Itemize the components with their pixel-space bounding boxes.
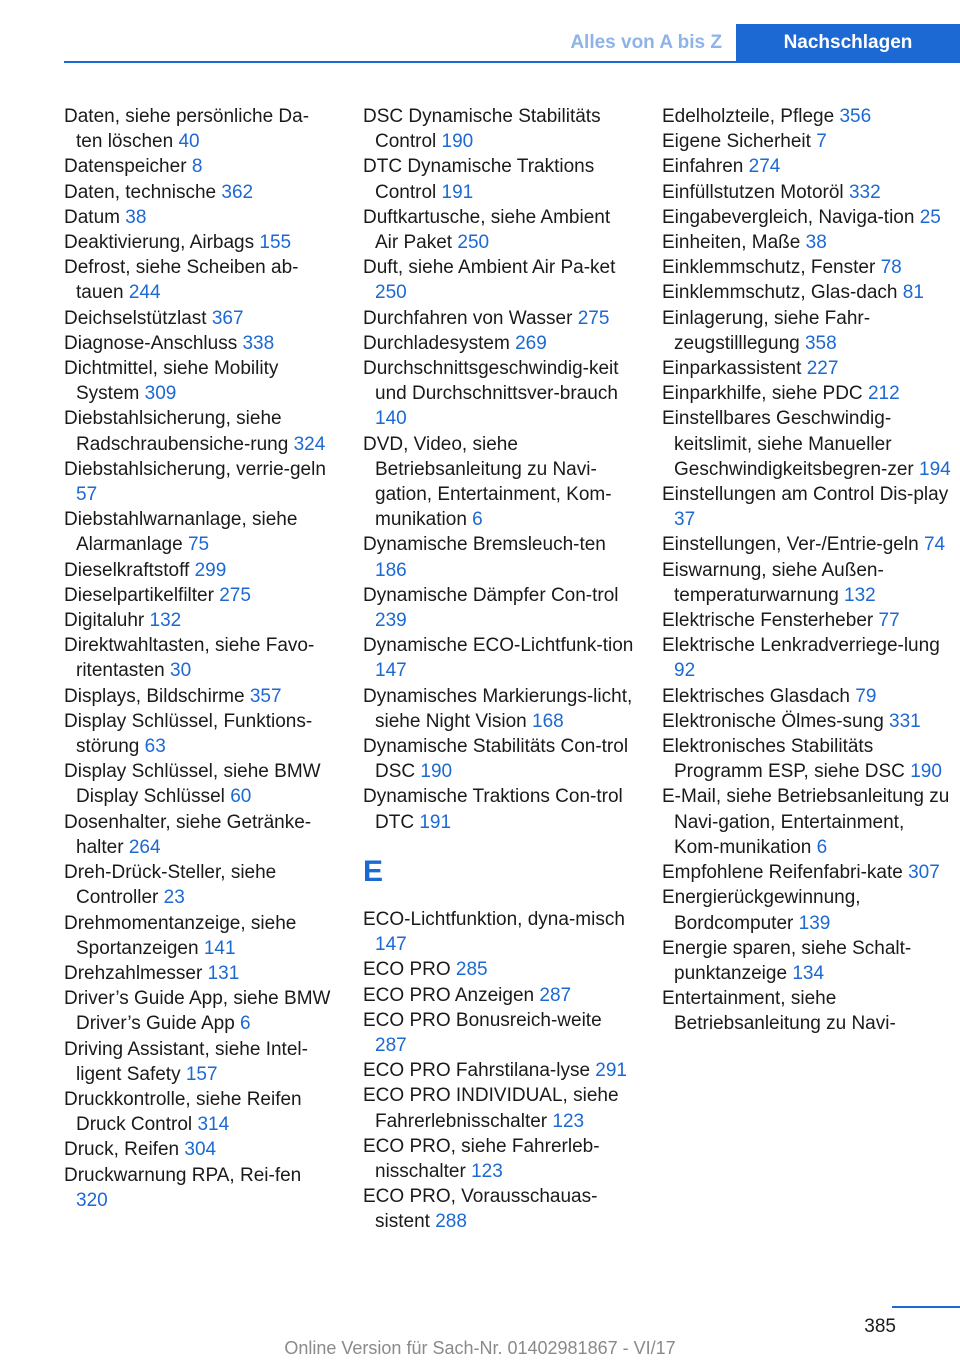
page-number: 385 xyxy=(864,1316,896,1337)
page-link[interactable]: 147 xyxy=(375,660,407,682)
page-link[interactable]: 269 xyxy=(515,332,547,354)
index-entry-text: Energierückgewinnung, Bordcomputer xyxy=(662,887,861,934)
index-entry xyxy=(662,784,952,860)
index-entry-text: Einklemmschutz, Glas-dach xyxy=(662,282,898,304)
index-entry xyxy=(662,255,952,280)
index-entry xyxy=(64,608,334,633)
index-entry xyxy=(662,532,952,557)
index-entry xyxy=(64,911,334,961)
footer-rule xyxy=(892,1306,960,1308)
index-entry xyxy=(64,230,334,255)
index-entry-text: Driving Assistant, siehe Intel-ligent Safety xyxy=(64,1038,308,1085)
index-entry xyxy=(662,860,952,885)
index-entry-text: Daten, technische xyxy=(64,181,217,203)
index-entry-text: Einstellungen am Control Dis-play xyxy=(662,484,949,506)
page-link[interactable]: 8 xyxy=(191,156,203,178)
index-entry xyxy=(64,507,334,557)
index-list-d xyxy=(363,104,637,835)
index-entry-text: Deichselstützlast xyxy=(64,307,207,329)
page-link[interactable]: 190 xyxy=(441,131,474,153)
index-entry xyxy=(64,860,334,910)
index-entry xyxy=(64,558,334,583)
index-list-e xyxy=(363,907,637,1235)
index-entry xyxy=(363,907,637,957)
page-link[interactable]: 250 xyxy=(375,282,407,304)
index-entry-text: Einheiten, Maße xyxy=(662,232,801,254)
index-entry-text: ECO PRO Bonusreich-weite xyxy=(363,1009,602,1031)
page-link[interactable]: 331 xyxy=(889,710,921,732)
index-entry-text: Direktwahltasten, siehe Favo-ritentasten xyxy=(64,635,315,682)
index-entry xyxy=(64,255,334,305)
index-entry xyxy=(662,885,952,935)
index-entry-text: Elektronische Ölmes-sung xyxy=(662,710,884,732)
index-entry xyxy=(363,356,637,432)
index-entry xyxy=(662,230,952,255)
index-entry xyxy=(64,1137,334,1162)
index-entry-text: Defrost, siehe Scheiben ab-tauen xyxy=(64,257,299,304)
index-entry-text: Diebstahlsicherung, siehe Radschraubensiche-rung xyxy=(64,408,289,455)
index-entry-text: Dynamische Dämpfer Con-trol xyxy=(363,584,619,606)
page-link[interactable]: 6 xyxy=(816,836,828,858)
index-entry-text: Einlagerung, siehe Fahr-zeugstilllegung xyxy=(662,307,871,354)
index-entry-text: Elektrische Lenkradverriege-lung xyxy=(662,635,940,657)
index-entry xyxy=(363,734,637,784)
page-link[interactable]: 141 xyxy=(203,937,236,959)
index-entry xyxy=(662,734,952,784)
page-link[interactable]: 147 xyxy=(375,934,407,956)
index-entry-text: Diebstahlsicherung, verrie-geln xyxy=(64,458,326,480)
index-entry xyxy=(662,709,952,734)
index-entry xyxy=(64,986,334,1036)
page-link[interactable]: 190 xyxy=(420,761,453,783)
index-entry-text: Dynamische Bremsleuch-ten xyxy=(363,534,606,556)
index-entry-text: Drehmomentanzeige, siehe Sportanzeigen xyxy=(64,912,297,959)
index-entry xyxy=(64,1087,334,1137)
page-link[interactable]: 320 xyxy=(76,1189,108,1211)
index-entry-text: Elektrisches Glasdach xyxy=(662,685,850,707)
index-entry-text: Dosenhalter, siehe Getränke-halter xyxy=(64,811,312,858)
page-link[interactable]: 134 xyxy=(792,962,825,984)
page-link[interactable]: 367 xyxy=(211,307,244,329)
page-link[interactable]: 190 xyxy=(910,761,942,783)
index-entry-text: Durchfahren von Wasser xyxy=(363,307,573,329)
page-link[interactable]: 132 xyxy=(149,610,182,632)
index-entry-text: Entertainment, siehe Betriebsanleitung zu Navi- xyxy=(662,988,896,1035)
index-entry-text: Dynamische Stabilitäts Con-trol DSC xyxy=(363,736,629,783)
index-entry xyxy=(64,180,334,205)
index-entry-text: DSC Dynamische Stabilitäts Control xyxy=(363,106,601,153)
index-entry xyxy=(363,532,637,582)
page-link[interactable]: 168 xyxy=(532,710,564,732)
page-link[interactable]: 25 xyxy=(919,206,941,228)
page-link[interactable]: 186 xyxy=(375,559,407,581)
index-entry xyxy=(64,759,334,809)
index-entry xyxy=(662,936,952,986)
index-entry xyxy=(662,986,952,1036)
index-entry xyxy=(662,180,952,205)
index-entry xyxy=(363,432,637,533)
index-entry-text: Display Schlüssel, siehe BMW Display Schlüssel xyxy=(64,761,321,808)
index-entry xyxy=(363,255,637,305)
page-link[interactable]: 338 xyxy=(242,332,275,354)
index-entry-text: Diebstahlwarnanlage, siehe Alarmanlage xyxy=(64,509,298,556)
page-link[interactable]: 77 xyxy=(878,610,900,632)
footer-version-text: Online Version für Sach-Nr. 01402981867 - VI/17 xyxy=(284,1338,676,1358)
index-entry xyxy=(363,1083,637,1133)
page-link[interactable]: 304 xyxy=(184,1139,217,1161)
index-entry-text: Energie sparen, siehe Schalt-punktanzeige xyxy=(662,937,912,984)
page-link[interactable]: 356 xyxy=(839,106,872,127)
index-entry-text: Empfohlene Reifenfabri-kate xyxy=(662,862,903,884)
page-link[interactable]: 285 xyxy=(455,959,488,981)
index-entry-text: Driver’s Guide App, siehe BMW Driver’s Guide App xyxy=(64,988,331,1035)
page-link[interactable]: 291 xyxy=(595,1060,627,1082)
index-entry xyxy=(662,482,952,532)
page-link[interactable]: 244 xyxy=(128,282,161,304)
index-entry-text: Dynamisches Markierungs-licht, siehe Night Vision xyxy=(363,685,633,732)
index-entry xyxy=(662,104,952,129)
page-link[interactable]: 362 xyxy=(221,181,254,203)
page-link[interactable]: 314 xyxy=(197,1114,230,1136)
page-link[interactable]: 37 xyxy=(674,509,696,531)
page-link[interactable]: 274 xyxy=(748,156,781,178)
index-entry-text: Einklemmschutz, Fenster xyxy=(662,257,876,279)
index-entry-text: E-Mail, siehe Betriebsanleitung zu Navi-gation, Entertainment, Kom-munikation xyxy=(662,786,950,858)
index-entry xyxy=(64,1037,334,1087)
page-link[interactable]: 81 xyxy=(902,282,924,304)
index-entry-text: Einparkhilfe, siehe PDC xyxy=(662,383,863,405)
index-entry-text: Durchladesystem xyxy=(363,332,510,354)
index-entry-text: Druck, Reifen xyxy=(64,1139,180,1161)
index-entry-text: Dynamische Traktions Con-trol DTC xyxy=(363,786,623,833)
index-entry-text: ECO PRO INDIVIDUAL, siehe Fahrerlebnisschalter xyxy=(363,1085,619,1132)
index-entry-text: ECO PRO, Vorausschauas-sistent xyxy=(363,1186,598,1233)
page-link[interactable]: 123 xyxy=(552,1110,585,1132)
index-entry-text: Digitaluhr xyxy=(64,610,145,632)
page-link[interactable]: 38 xyxy=(805,232,827,254)
page-link[interactable]: 78 xyxy=(880,257,902,279)
index-entry xyxy=(64,406,334,456)
index-entry xyxy=(64,457,334,507)
index-entry xyxy=(363,1058,637,1083)
index-entry xyxy=(363,583,637,633)
header-tab-nachschlagen[interactable]: Nachschlagen xyxy=(736,24,960,62)
page-link[interactable]: 324 xyxy=(293,433,326,455)
index-entry xyxy=(363,154,637,204)
index-entry xyxy=(662,280,952,305)
index-entry xyxy=(363,983,637,1008)
index-entry-text: Dichtmittel, siehe Mobility System xyxy=(64,358,279,405)
index-entry-text: Eiswarnung, siehe Außen-temperaturwarnung xyxy=(662,559,884,606)
page-link[interactable]: 287 xyxy=(375,1034,407,1056)
index-entry xyxy=(662,633,952,683)
page-link[interactable]: 157 xyxy=(185,1063,218,1085)
index-entry-text: ECO PRO xyxy=(363,959,451,981)
index-entry-text: Dynamische ECO-Lichtfunk-tion xyxy=(363,635,634,657)
index-entry-text: Daten, siehe persönliche Da-ten löschen xyxy=(64,106,310,153)
index-entry xyxy=(662,205,952,230)
index-entry-text: Duft, siehe Ambient Air Pa-ket xyxy=(363,257,616,279)
index-entry xyxy=(363,205,637,255)
index-entry-text: Datum xyxy=(64,206,120,228)
page-link[interactable]: 307 xyxy=(908,862,940,884)
index-entry-text: Drehzahlmesser xyxy=(64,962,203,984)
page-link[interactable]: 92 xyxy=(674,660,696,682)
index-entry-text: ECO-Lichtfunktion, dyna-misch xyxy=(363,908,625,930)
index-entry xyxy=(64,633,334,683)
index-entry xyxy=(662,608,952,633)
page-link[interactable]: 358 xyxy=(804,332,837,354)
header-section-title: Alles von A bis Z xyxy=(570,32,722,53)
index-entry xyxy=(662,558,952,608)
page-link[interactable]: 132 xyxy=(844,584,876,606)
index-entry xyxy=(363,633,637,683)
page-link[interactable]: 140 xyxy=(375,408,407,430)
index-entry xyxy=(64,709,334,759)
index-entry-text: Einfüllstutzen Motoröl xyxy=(662,181,844,203)
page-link[interactable]: 212 xyxy=(867,383,900,405)
index-entry xyxy=(363,784,637,834)
index-entry-text: Edelholzteile, Pflege xyxy=(662,106,835,127)
index-entry-text: Dreh-Drück-Steller, siehe Controller xyxy=(64,862,277,909)
index-entry xyxy=(64,961,334,986)
index-entry-text: Datenspeicher xyxy=(64,156,187,178)
index-entry xyxy=(662,356,952,381)
page-link[interactable]: 309 xyxy=(144,383,177,405)
index-entry xyxy=(363,1134,637,1184)
index-entry xyxy=(662,381,952,406)
index-entry-text: Einparkassistent xyxy=(662,358,802,380)
page-link[interactable]: 194 xyxy=(919,458,951,480)
index-entry-text: Durchschnittsgeschwindig-keit und Durchschnittsver-brauch xyxy=(363,358,619,405)
index-entry-text: Eingabevergleich, Naviga-tion xyxy=(662,206,915,228)
index-entry xyxy=(64,154,334,179)
index-entry xyxy=(363,684,637,734)
index-entry-text: ECO PRO, siehe Fahrerleb-nisschalter xyxy=(363,1135,600,1182)
page-link[interactable]: 38 xyxy=(125,206,147,228)
page-link[interactable]: 6 xyxy=(240,1013,251,1035)
index-column-2 xyxy=(363,104,637,1235)
index-entry xyxy=(64,331,334,356)
index-entry xyxy=(64,356,334,406)
index-entry-text: Eigene Sicherheit xyxy=(662,131,811,153)
index-entry-text: Elektronisches Stabilitäts Programm ESP, siehe DSC xyxy=(662,736,905,783)
index-entry-text: ECO PRO Anzeigen xyxy=(363,984,535,1006)
index-entry-text: Einstellungen, Ver-/Entrie-geln xyxy=(662,534,919,556)
index-entry-text: Elektrische Fensterheber xyxy=(662,610,874,632)
page-link[interactable]: 227 xyxy=(806,358,839,380)
index-column-1 xyxy=(64,104,334,1213)
index-entry xyxy=(64,205,334,230)
page-link[interactable]: 357 xyxy=(249,685,282,707)
page-link[interactable]: 332 xyxy=(848,181,881,203)
page-link[interactable]: 299 xyxy=(194,559,227,581)
index-entry-text: ECO PRO Fahrstilana-lyse xyxy=(363,1060,591,1082)
index-entry xyxy=(363,1008,637,1058)
page-link[interactable]: 250 xyxy=(457,232,490,254)
index-entry-text: Diagnose-Anschluss xyxy=(64,332,238,354)
index-entry-text: Duftkartusche, siehe Ambient Air Paket xyxy=(363,206,611,254)
index-entry-text: Deaktivierung, Airbags xyxy=(64,232,255,254)
index-entry-text: Druckwarnung RPA, Rei-fen xyxy=(64,1164,302,1186)
index-entry-text: Dieselpartikelfilter xyxy=(64,584,214,606)
index-entry-text: Displays, Bildschirme xyxy=(64,685,245,707)
page-link[interactable]: 63 xyxy=(144,736,166,758)
index-entry xyxy=(363,1184,637,1234)
index-entry xyxy=(363,104,637,154)
index-entry-text: DTC Dynamische Traktions Control xyxy=(363,156,595,203)
index-entry-text: Einfahren xyxy=(662,156,744,178)
section-letter-e: E xyxy=(363,854,384,888)
page-link[interactable]: 57 xyxy=(76,484,98,506)
index-entry xyxy=(662,129,952,154)
index-column-3 xyxy=(662,104,952,1037)
page-link[interactable]: 60 xyxy=(230,786,252,808)
index-entry xyxy=(64,583,334,608)
page-link[interactable]: 30 xyxy=(170,660,192,682)
page-link[interactable]: 239 xyxy=(375,610,407,632)
page-link[interactable]: 275 xyxy=(577,307,610,329)
index-entry xyxy=(64,810,334,860)
page-link[interactable]: 23 xyxy=(163,887,185,909)
index-entry xyxy=(64,684,334,709)
page-link[interactable]: 40 xyxy=(178,131,200,153)
index-entry xyxy=(363,331,637,356)
page-link[interactable]: 275 xyxy=(219,584,251,606)
header-rule xyxy=(64,61,960,63)
index-entry-text: DVD, Video, siehe Betriebsanleitung zu Navi-gation, Entertainment, Kom-munikation xyxy=(363,433,612,531)
page-link[interactable]: 191 xyxy=(419,811,452,833)
page-link[interactable]: 79 xyxy=(855,685,877,707)
index-entry-text: Display Schlüssel, Funktions-störung xyxy=(64,710,313,758)
page-link[interactable]: 74 xyxy=(923,534,946,556)
index-entry-text: Einstellbares Geschwindig-keitslimit, siehe Manueller Geschwindigkeitsbegren-zer xyxy=(662,408,914,480)
index-entry xyxy=(363,306,637,331)
index-entry xyxy=(64,1163,334,1213)
page-link[interactable]: 155 xyxy=(259,232,292,254)
page-link[interactable]: 288 xyxy=(435,1211,467,1233)
index-entry xyxy=(662,406,952,482)
page-link[interactable]: 191 xyxy=(441,181,474,203)
index-entry xyxy=(662,154,952,179)
page-link[interactable]: 123 xyxy=(471,1160,503,1182)
index-entry xyxy=(64,104,334,154)
page-link[interactable]: 6 xyxy=(472,509,483,531)
page-link[interactable]: 139 xyxy=(798,912,831,934)
index-entry-text: Druckkontrolle, siehe Reifen Druck Control xyxy=(64,1088,302,1136)
page-link[interactable]: 287 xyxy=(539,984,572,1006)
page-link[interactable]: 7 xyxy=(816,131,827,153)
page-link[interactable]: 264 xyxy=(128,836,161,858)
index-entry xyxy=(662,684,952,709)
page-link[interactable]: 131 xyxy=(207,962,240,984)
index-entry xyxy=(64,306,334,331)
page-link[interactable]: 75 xyxy=(187,534,210,556)
index-entry xyxy=(363,957,637,982)
index-entry xyxy=(662,306,952,356)
index-entry-text: Dieselkraftstoff xyxy=(64,559,190,581)
